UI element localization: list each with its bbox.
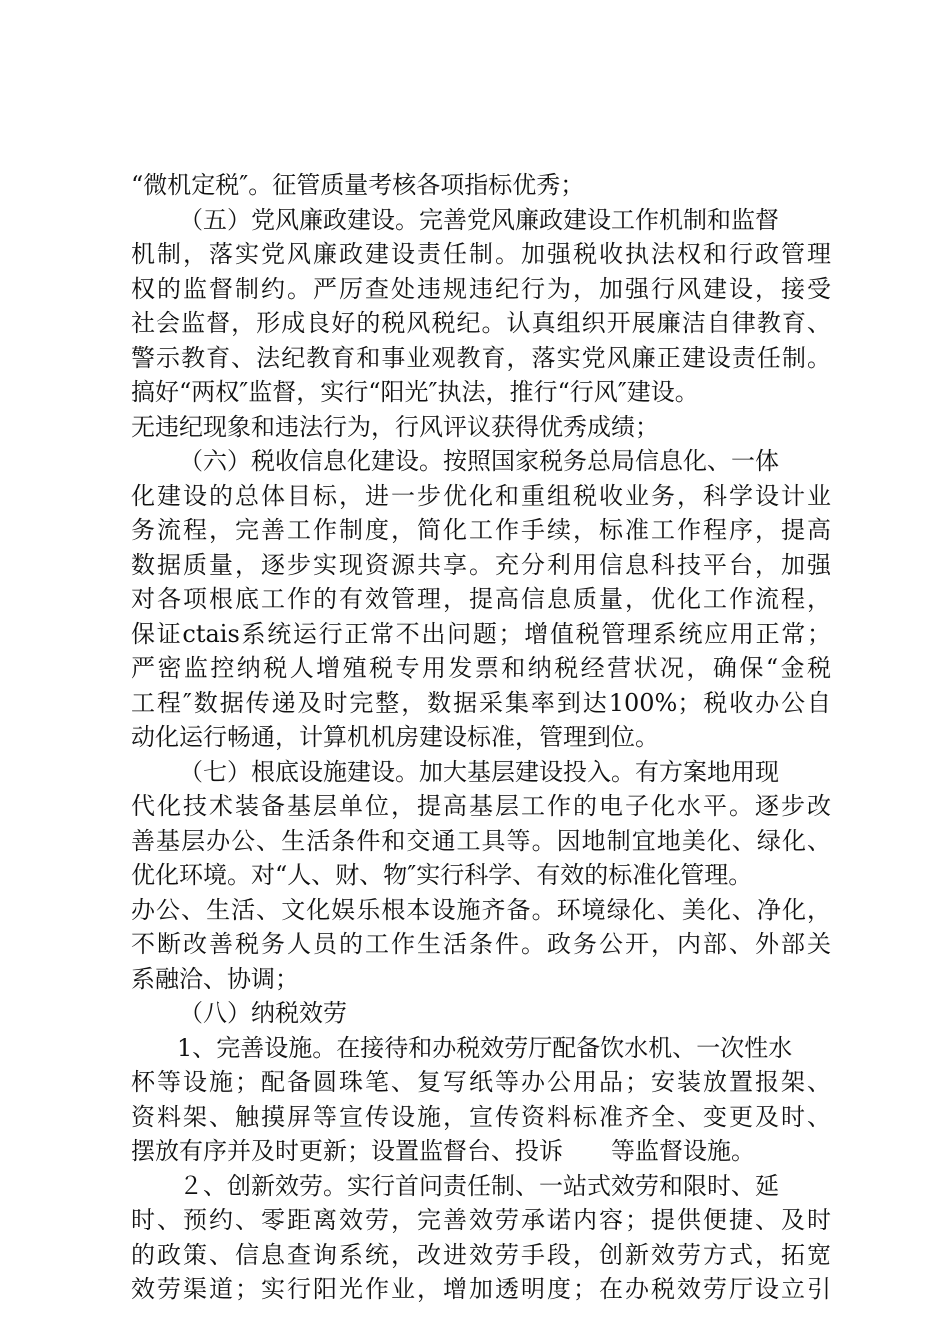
text-line: （六）税收信息化建设。按照国家税务总局信息化、一体	[179, 447, 779, 475]
text-line: 严密监控纳税人增殖税专用发票和纳税经营状况，确保“金税	[131, 654, 831, 682]
text-line: 保证ctais系统运行正常不出问题；增值税管理系统应用正常；	[131, 619, 831, 648]
text-line: 优化环境。对“人、财、物″实行科学、有效的标准化管理。	[131, 861, 753, 889]
text-line: 数据质量，逐步实现资源共享。充分利用信息科技平台，加强	[131, 550, 831, 579]
text-line: （五）党风廉政建设。完善党风廉政建设工作机制和监督	[179, 205, 779, 234]
text-line: 办公、生活、文化娱乐根本设施齐备。环境绿化、美化、净化，	[131, 895, 831, 924]
text-line: 化建设的总体目标，进一步优化和重组税收业务，科学设计业	[131, 481, 831, 510]
text-line: 机制，落实党风廉政建设责任制。加强税收执法权和行政管理	[131, 240, 831, 268]
text-line: 资料架、触摸屏等宣传设施，宣传资料标准齐全、变更及时、	[131, 1102, 831, 1131]
text-line: 的政策、信息查询系统，改进效劳手段，创新效劳方式，拓宽	[131, 1240, 831, 1269]
text-line: 摆放有序并及时更新；设置监督台、投诉 等监督设施。	[131, 1137, 755, 1165]
text-line: “微机定税″。征管质量考核各项指标优秀；	[131, 171, 585, 199]
text-line: 工程″数据传递及时完整，数据采集率到达100%；税收办公自	[131, 688, 831, 717]
text-line: （八）纳税效劳	[179, 999, 347, 1027]
text-line: 1、完善设施。在接待和办税效劳厅配备饮水机、一次性水	[177, 1033, 793, 1062]
document-body	[131, 168, 831, 1307]
text-line: 务流程，完善工作制度，简化工作手续，标准工作程序，提高	[131, 516, 831, 544]
text-line: 效劳渠道；实行阳光作业，增加透明度；在办税效劳厅设立引	[131, 1275, 831, 1303]
text-line: 动化运行畅通，计算机机房建设标准，管理到位。	[131, 723, 659, 751]
text-line: 社会监督，形成良好的税风税纪。认真组织开展廉洁自律教育、	[131, 309, 831, 337]
text-line: 无违纪现象和违法行为，行风评议获得优秀成绩；	[131, 412, 659, 441]
text-line: 权的监督制约。严厉查处违规违纪行为，加强行风建设，接受	[131, 274, 831, 303]
text-line: 搞好“两权″监督，实行“阳光″执法，推行“行风″建设。	[131, 378, 699, 406]
text-line: 不断改善税务人员的工作生活条件。政务公开，内部、外部关	[131, 930, 831, 958]
text-line: 时、预约、零距离效劳，完善效劳承诺内容；提供便捷、及时	[131, 1206, 831, 1234]
text-line: 善基层办公、生活条件和交通工具等。因地制宜地美化、绿化、	[131, 826, 831, 855]
text-line: 对各项根底工作的有效管理，提高信息质量，优化工作流程，	[131, 585, 831, 613]
text-line: 系融洽、协调；	[131, 964, 299, 993]
text-line: 代化技术装备基层单位，提高基层工作的电子化水平。逐步改	[131, 792, 831, 820]
text-line: 杯等设施；配备圆珠笔、复写纸等办公用品；安装放置报架、	[131, 1068, 831, 1096]
text-line: ２、创新效劳。实行首问责任制、一站式效劳和限时、延	[179, 1171, 779, 1200]
text-line: 警示教育、法纪教育和事业观教育，落实党风廉正建设责任制。	[131, 343, 831, 372]
text-line: （七）根底设施建设。加大基层建设投入。有方案地用现	[179, 757, 779, 786]
